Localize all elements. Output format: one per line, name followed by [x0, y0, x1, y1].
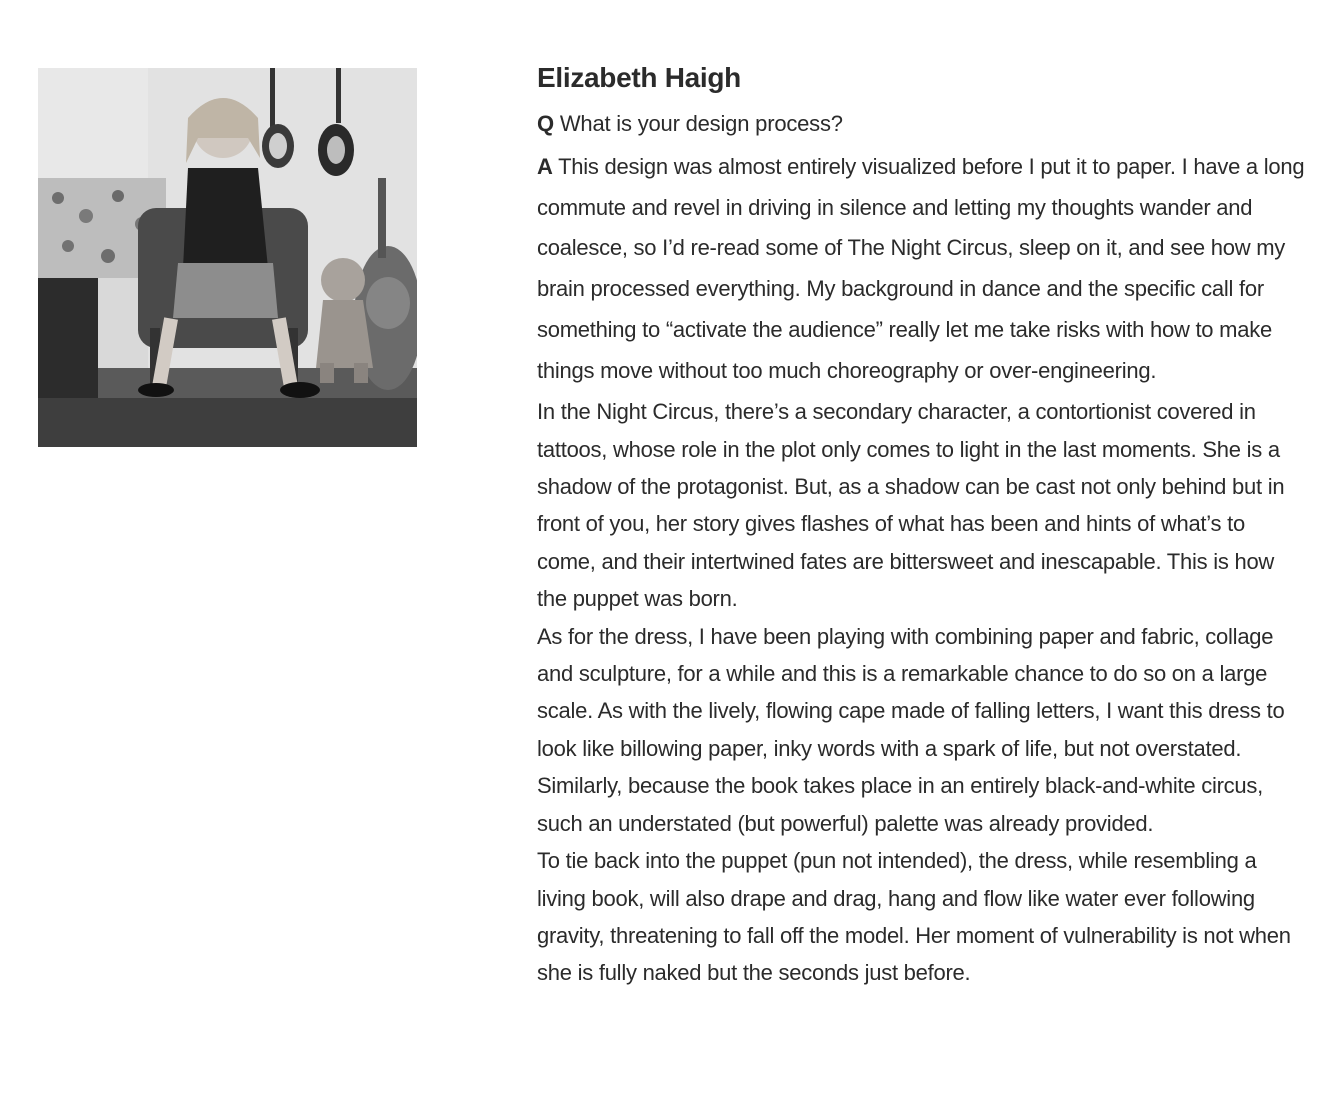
interview-answer [537, 147, 1307, 391]
question-label: Q [537, 111, 554, 136]
question-text: What is your design process? [559, 111, 843, 136]
answer-text: This design was almost entirely visualized before I put it to paper. I have a long commute and revel in driving in silence and letting my thoughts wander and coalesce, so I’d re-read some of The Night Circus, sleep on it, and see how my brain processed everything. My background in dance and the specific call for something to “activate the audience” really let me take risks with how to make things move without too much choreography or over-engineering. [537, 154, 1305, 383]
answer-paragraph: To tie back into the puppet (pun not intended), the dress, while resembling a living book, will also drape and drag, hang and flow like water ever following gravity, threatening to fall off the model. Her moment of vulnerability is not when she is fully naked but the seconds just before. [537, 848, 1291, 986]
interview-question [537, 104, 1307, 144]
answer-label: A [537, 154, 553, 179]
person-name: Elizabeth Haigh [537, 62, 741, 93]
interview-content [537, 58, 1307, 992]
portrait-photo [38, 68, 417, 447]
answer-paragraph: As for the dress, I have been playing with combining paper and fabric, collage and sculpture, for a while and this is a remarkable chance to do so on a large scale. As with the lively, flowing cape made of falling letters, I want this dress to look like billowing paper, inky words with a spark of life, but not overstated. Similarly, because the book takes place in an entirely black-and-white circus, such an understated (but powerful) palette was already provided. [537, 623, 1285, 836]
answer-paragraph: In the Night Circus, there’s a secondary character, a contortionist covered in tattoos, whose role in the plot only comes to light in the last moments. She is a shadow of the protagonist. But, as a shadow can be cast not only behind but in front of you, her story gives flashes of what has been and hints of what’s to come, and their intertwined fates are bittersweet and inescapable. This is how the puppet was born. [537, 399, 1285, 612]
